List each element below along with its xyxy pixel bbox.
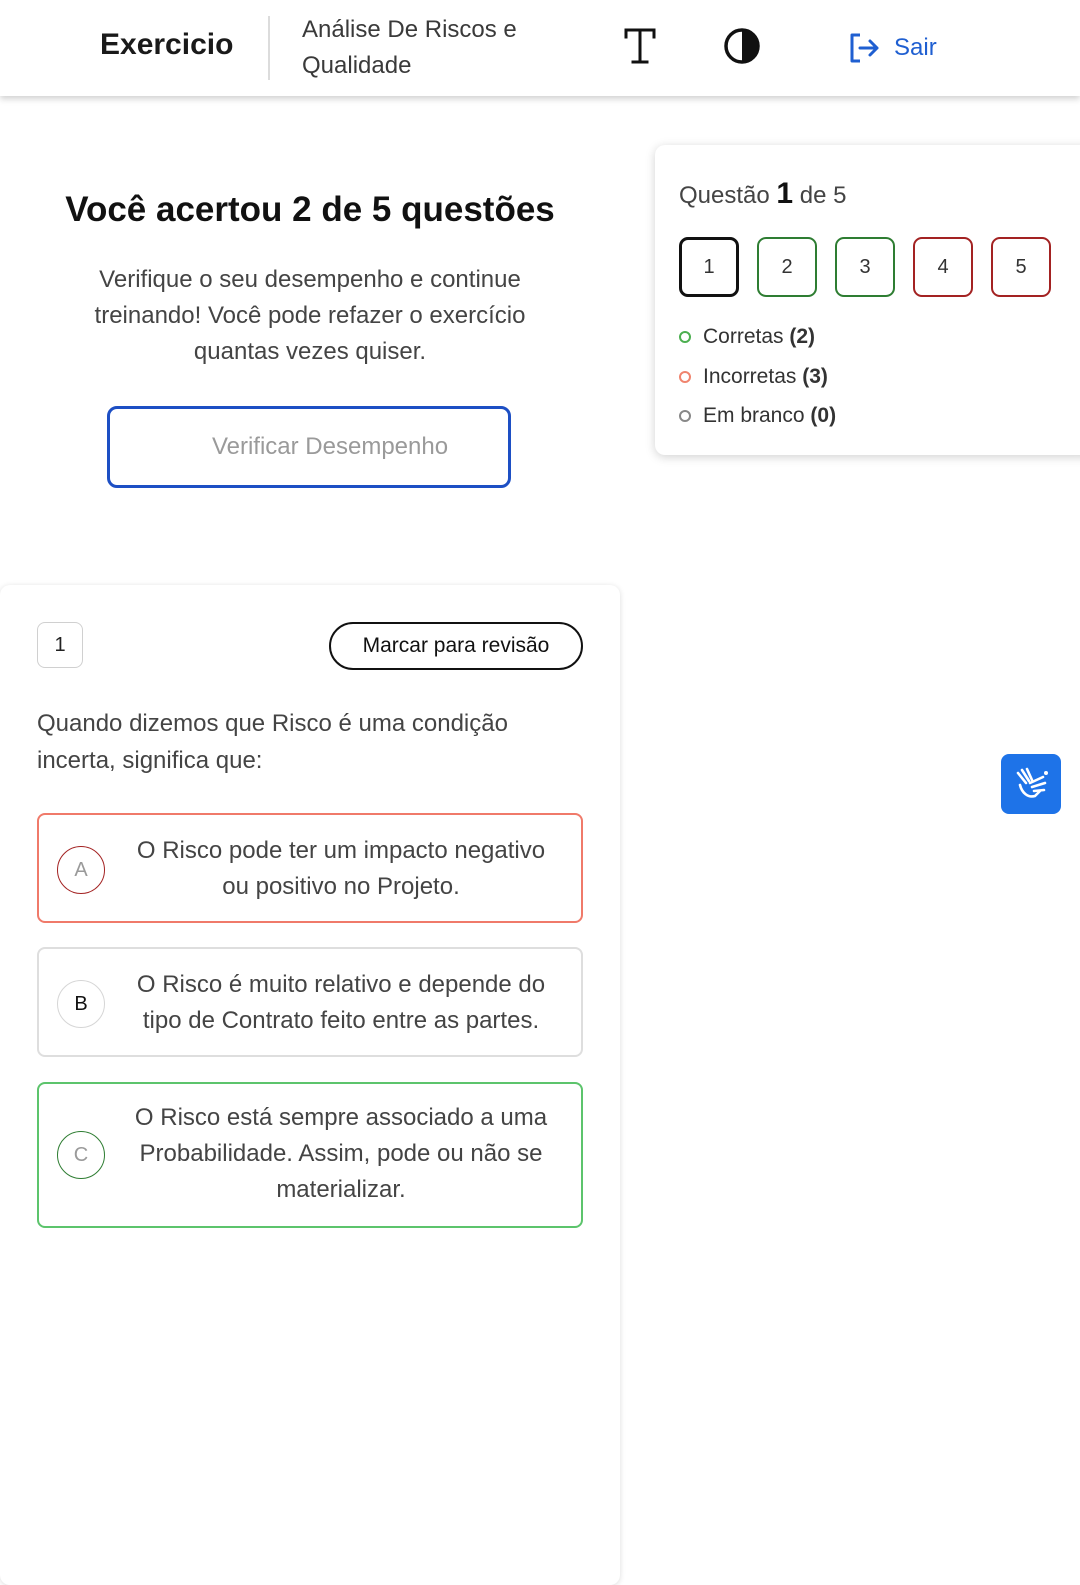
blank-dot-icon bbox=[679, 410, 691, 422]
option-b[interactable] bbox=[37, 947, 583, 1057]
correct-dot-icon bbox=[679, 331, 691, 343]
question-card bbox=[0, 585, 620, 1585]
question-counter bbox=[679, 177, 847, 211]
question-text-line1: Quando dizemos que Risco é uma condição bbox=[37, 710, 508, 737]
contrast-button[interactable] bbox=[720, 24, 764, 68]
course-name bbox=[302, 12, 562, 84]
legend-blank bbox=[679, 404, 836, 428]
counter-total: 5 bbox=[833, 182, 847, 209]
result-desc-line3: quantas vezes quiser. bbox=[193, 338, 427, 365]
option-c-text bbox=[123, 1100, 559, 1208]
result-desc-line1: Verifique o seu desempenho e continue bbox=[99, 266, 521, 293]
incorrect-dot-icon bbox=[679, 371, 691, 383]
verify-performance-button[interactable]: Verificar Desempenho bbox=[107, 406, 511, 488]
question-nav-button-5[interactable]: 5 bbox=[991, 237, 1051, 297]
legend-incorrect-count: (3) bbox=[802, 365, 828, 388]
counter-prefix: Questão bbox=[679, 182, 770, 209]
question-number-badge: 1 bbox=[37, 622, 83, 668]
option-c-letter: C bbox=[57, 1131, 105, 1179]
option-a-line2: ou positivo no Projeto. bbox=[222, 873, 460, 900]
result-description bbox=[70, 262, 550, 370]
option-b-letter: B bbox=[57, 980, 105, 1028]
option-a-line1: O Risco pode ter um impacto negativo bbox=[136, 837, 546, 864]
question-nav-button-3[interactable]: 3 bbox=[835, 237, 895, 297]
font-size-button[interactable] bbox=[618, 22, 662, 70]
course-name-line2: Qualidade bbox=[302, 52, 412, 79]
question-navigator bbox=[655, 145, 1080, 455]
counter-current: 1 bbox=[776, 177, 794, 210]
option-b-line1: O Risco é muito relativo e depende do bbox=[136, 971, 546, 998]
option-b-text bbox=[123, 967, 559, 1039]
result-desc-line2: treinando! Você pode refazer o exercício bbox=[94, 302, 526, 329]
option-c-line1: O Risco está sempre associado a uma bbox=[134, 1104, 548, 1131]
legend-blank-count: (0) bbox=[810, 404, 837, 427]
option-b-line2: tipo de Contrato feito entre as partes. bbox=[142, 1007, 540, 1034]
legend-correct bbox=[679, 325, 815, 349]
course-name-line1: Análise De Riscos e bbox=[302, 16, 517, 43]
legend-incorrect-label: Incorretas bbox=[703, 365, 797, 388]
contrast-icon bbox=[720, 24, 764, 68]
logout-icon bbox=[846, 30, 882, 66]
question-text bbox=[37, 705, 577, 779]
app-title: Exercicio bbox=[100, 28, 234, 61]
legend-blank-label: Em branco bbox=[703, 404, 805, 427]
option-a-text bbox=[123, 833, 559, 905]
sign-language-icon bbox=[1010, 763, 1052, 805]
option-c[interactable] bbox=[37, 1082, 583, 1228]
legend-correct-count: (2) bbox=[789, 325, 816, 348]
option-c-line3: materializar. bbox=[276, 1176, 406, 1203]
font-size-icon bbox=[618, 22, 662, 70]
result-title: Você acertou 2 de 5 questões bbox=[65, 190, 555, 229]
legend-incorrect bbox=[679, 365, 828, 389]
question-nav-button-4[interactable]: 4 bbox=[913, 237, 973, 297]
top-header bbox=[0, 0, 1080, 96]
header-divider bbox=[268, 16, 270, 80]
option-c-line2: Probabilidade. Assim, pode ou não se bbox=[139, 1140, 543, 1167]
option-a[interactable] bbox=[37, 813, 583, 923]
question-nav-button-2[interactable]: 2 bbox=[757, 237, 817, 297]
mark-for-review-button[interactable]: Marcar para revisão bbox=[329, 622, 583, 670]
counter-separator: de bbox=[799, 182, 827, 209]
legend-correct-label: Corretas bbox=[703, 325, 784, 348]
logout-button[interactable] bbox=[846, 28, 937, 68]
sign-language-button[interactable] bbox=[1001, 754, 1061, 814]
question-text-line2: incerta, significa que: bbox=[37, 747, 263, 774]
logout-label: Sair bbox=[894, 34, 937, 61]
question-nav-button-1[interactable]: 1 bbox=[679, 237, 739, 297]
option-a-letter: A bbox=[57, 846, 105, 894]
